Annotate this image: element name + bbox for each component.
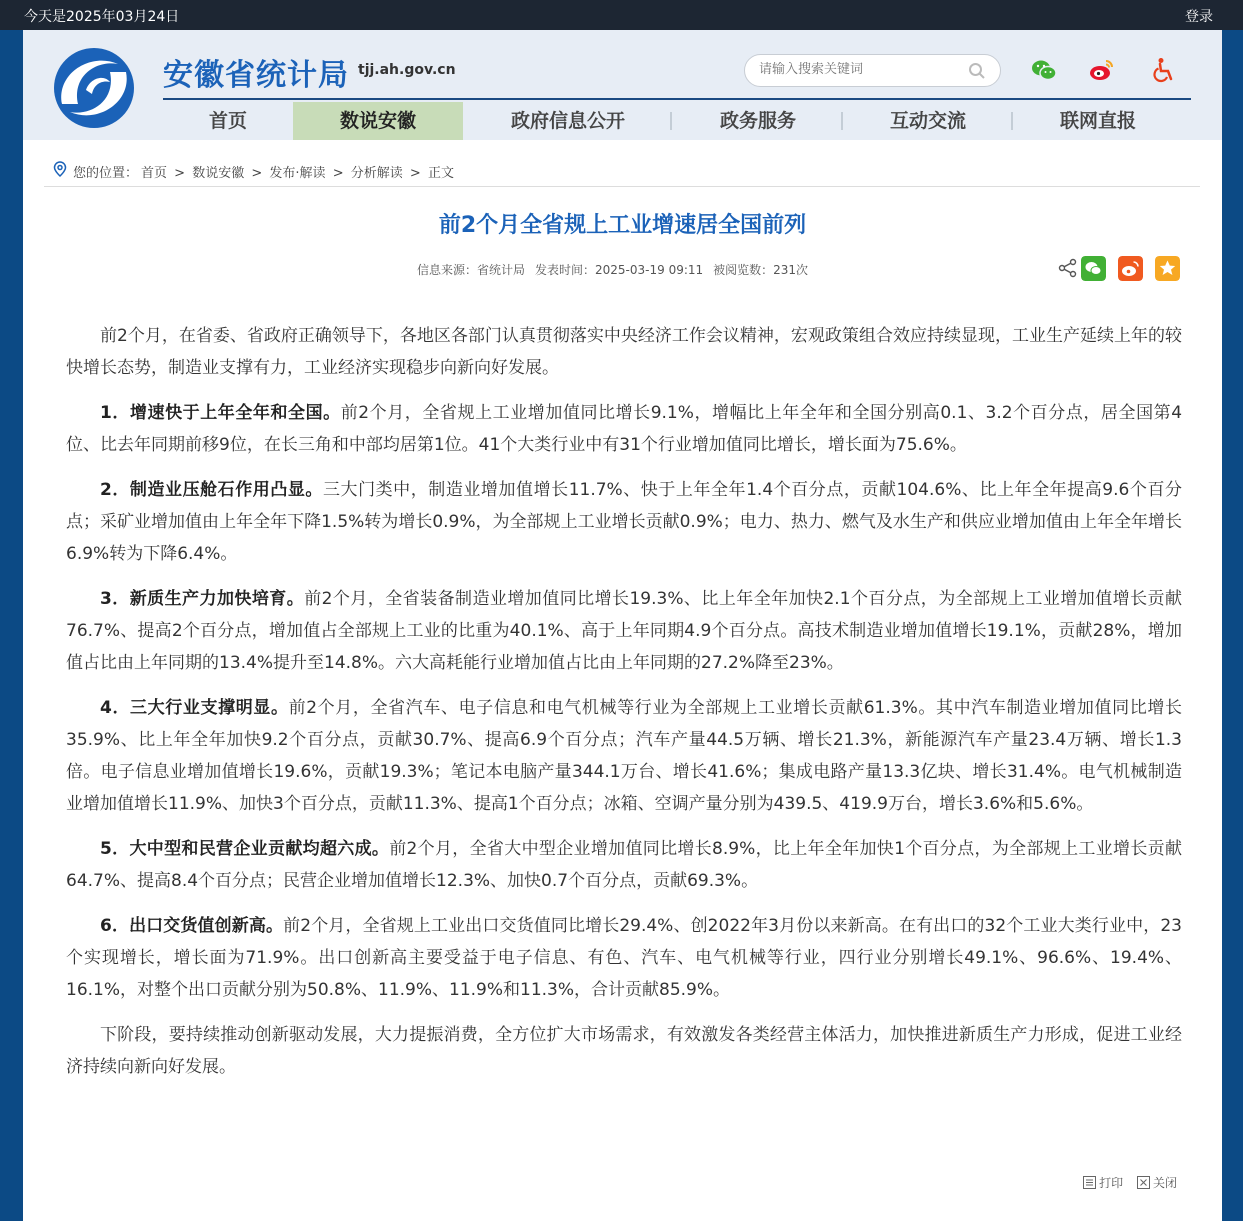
breadcrumb-separator: > [251,166,263,181]
wechat-icon[interactable] [1030,56,1058,84]
top-bar [0,0,1243,30]
paragraph-heading: 2．制造业压舱石作用凸显。 [100,480,323,500]
search-input[interactable] [759,62,959,77]
article-paragraph: 3．新质生产力加快培育。前2个月，全省装备制造业增加值同比增长19.3%、比上年全年加快2.1个百分点，为全部规上工业增加值增长贡献76.7%、提高2个百分点，增加值占全部规上工业的比重为40.1%、高于上年同期4.9个百分点。高技术制造业增加值增长19.1%，贡献28%，增加值占比由上年同期的13.4%提升至14.8%。六大高耗能行业增加值占比由上年同期的27.2%降至23%。 [66,589,1183,673]
nav-interaction[interactable]: 互动交流 [889,110,966,132]
search-box [744,54,1001,87]
breadcrumb-item-analysis[interactable]: 分析解读 [350,166,403,181]
breadcrumb-item-current: 正文 [427,166,454,181]
print-button[interactable] [1083,1174,1123,1191]
article-paragraph: 5．大中型和民营企业贡献均超六成。前2个月，全省大中型企业增加值同比增长8.9%，比上年全年加快1个百分点，为全部规上工业增长贡献64.7%、提高8.4个百分点；民营企业增加值增长12.3%、加快0.7个百分点，贡献69.3%。 [66,839,1182,891]
accessibility-icon[interactable] [1150,56,1178,84]
share-weibo-icon[interactable] [1118,256,1143,281]
article-paragraph: 下阶段，要持续推动创新驱动发展，大力提振消费，全方位扩大市场需求，有效激发各类经营主体活力，加快推进新质生产力形成，促进工业经济持续向新向好发展。 [66,1025,1182,1077]
article-views: 被阅览数：231次 [713,263,809,277]
login-link[interactable]: 登录 [1185,9,1213,25]
paragraph-heading: 1．增速快于上年全年和全国。 [100,403,341,423]
nav-online-report[interactable]: 联网直报 [1059,110,1136,132]
breadcrumb-prefix: 您的位置： [73,166,139,181]
article-paragraph: 前2个月，在省委、省政府正确领导下，各地区各部门认真贯彻落实中央经济工作会议精神，宏观政策组合效应持续显现，工业生产延续上年的较快增长态势，制造业支撑有力，工业经济实现稳步向新向好发展。 [66,326,1182,378]
article-paragraph: 6．出口交货值创新高。前2个月，全省规上工业出口交货值同比增长29.4%、创2022年3月份以来新高。在有出口的32个工业大类行业中，23个实现增长，增长面为71.9%。出口创新高主要受益于电子信息、有色、汽车、电气机械等行业，四行业分别增长49.1%、96.6%、19.4%、16.1%，对整个出口贡献分别为50.8%、11.9%、11.9%和11.3%，合计贡献85.9%。 [66,916,1182,1000]
article-body [66,320,1182,1096]
nav-gov-info[interactable]: 政府信息公开 [510,110,625,132]
breadcrumb-item-release[interactable]: 发布·解读 [269,166,326,181]
location-pin-icon [53,161,67,177]
weibo-icon[interactable] [1088,56,1116,84]
article-paragraph: 4．三大行业支撑明显。前2个月，全省汽车、电子信息和电气机械等行业为全部规上工业增长贡献61.3%。其中汽车制造业增加值同比增长35.9%、比上年全年加快9.2个百分点，贡献30.7%、提高6.9个百分点；汽车产量44.5万辆、增长21.3%，新能源汽车产量23.4万辆、增长1.3倍。电子信息业增加值增长19.6%，贡献19.3%；笔记本电脑产量344.1万台、增长41.6%；集成电路产量13.3亿块、增长31.4%。电气机械制造业增加值增长11.9%、加快3个百分点，贡献11.3%、提高1个百分点；冰箱、空调产量分别为439.5、419.9万台，增长3.6%和5.6%。 [66,698,1182,814]
article-actions [1073,1174,1177,1192]
breadcrumb-item-home[interactable]: 首页 [141,166,168,181]
search-icon[interactable] [968,62,986,80]
nav-home[interactable]: 首页 [208,110,247,132]
breadcrumb-separator: > [174,166,186,181]
nav-data-anhui[interactable]: 数说安徽 [293,102,463,140]
site-name[interactable]: 安徽省统计局 [163,58,349,93]
article-title: 前2个月全省规上工业增速居全国前列 [438,213,807,238]
article-paragraph: 2．制造业压舱石作用凸显。三大门类中，制造业增加值增长11.7%、快于上年全年1.4个百分点，贡献104.6%、比上年全年提高9.6个百分点；采矿业增加值由上年全年下降1.5%转为增长0.9%，为全部规上工业增长贡献0.9%；电力、热力、燃气及水生产和供应业增加值由上年全年增长6.9%转为下降6.4%。 [66,480,1182,564]
article-paragraph: 1．增速快于上年全年和全国。前2个月，全省规上工业增加值同比增长9.1%，增幅比上年全年和全国分别高0.1、3.2个百分点，居全国第4位、比去年同期前移9位，在长三角和中部均居第1位。41个大类行业中有31个行业增加值同比增长，增长面为75.6%。 [66,403,1183,455]
site-header [23,30,1222,140]
print-icon [1083,1176,1096,1189]
breadcrumb-divider [44,186,1200,187]
print-label: 打印 [1099,1176,1124,1190]
paragraph-heading: 3．新质生产力加快培育。 [100,589,305,609]
breadcrumb-separator: > [332,166,344,181]
nav-gov-services[interactable]: 政务服务 [719,110,796,132]
bureau-logo-icon[interactable] [52,46,136,130]
nav-divider [670,112,672,130]
site-domain: tjj.ah.gov.cn [358,62,456,78]
today-date: 今天是2025年03月24日 [24,9,180,25]
share-wechat-icon[interactable] [1081,256,1106,281]
breadcrumb-separator: > [409,166,421,181]
breadcrumb-item-data-anhui[interactable]: 数说安徽 [192,166,245,181]
page-container [23,30,1222,1221]
close-icon [1137,1176,1150,1189]
close-label: 关闭 [1152,1176,1177,1190]
paragraph-heading: 4．三大行业支撑明显。 [100,698,289,718]
article-meta [417,261,818,278]
paragraph-heading: 5．大中型和民营企业贡献均超六成。 [100,839,390,859]
article-publish-time: 发表时间：2025-03-19 09:11 [535,263,704,277]
paragraph-heading: 6．出口交货值创新高。 [100,916,284,936]
close-button[interactable] [1137,1174,1177,1191]
favorite-star-icon[interactable] [1155,256,1180,281]
share-icon[interactable] [1058,258,1078,278]
main-nav [163,98,1191,140]
article-source: 信息来源：省统计局 [417,263,526,277]
